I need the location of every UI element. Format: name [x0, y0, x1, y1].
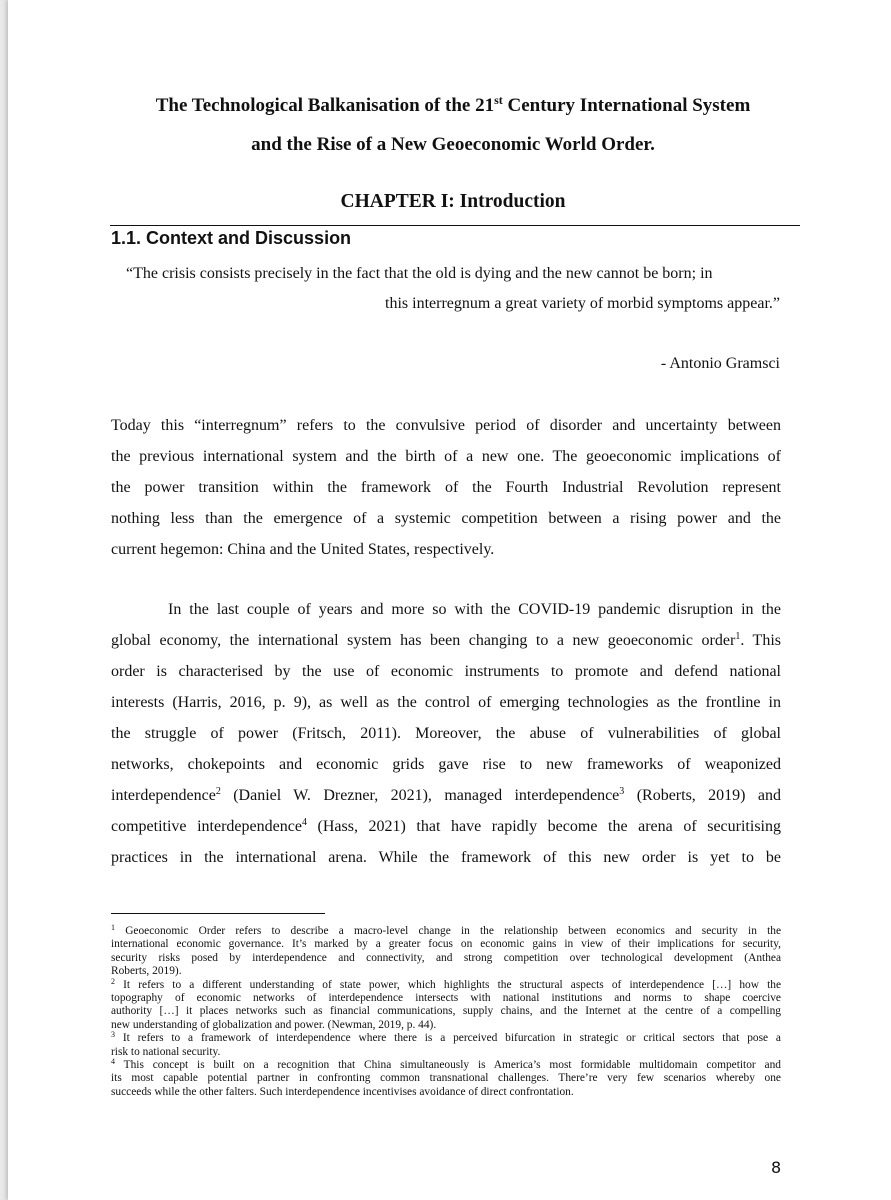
paragraph-2-line: the struggle of power (Fritsch, 2011). Moreover, the abuse of vulnerabilities of global: [111, 725, 781, 742]
paragraph-2-line: global economy, the international system has been changing to a new geoeconomic order$^1$. This: [111, 631, 782, 649]
footnote-1-line: $^1$ Geoeconomic Order refers to describe a macro-level change in the relationship between economics and security in the: [111, 923, 781, 937]
footnote-ref[interactable]: 3: [619, 786, 625, 797]
paragraph-2-line: interests (Harris, 2016, p. 9), as well as the control of emerging technologies as the frontline in: [111, 694, 781, 711]
footnote-separator: [111, 913, 325, 914]
chapter-heading: CHAPTER I: Introduction: [340, 191, 566, 212]
footnote-ref[interactable]: 4: [301, 817, 307, 828]
section-heading: 1.1. Context and Discussion: [111, 228, 352, 248]
footnote-1-line: security risks posed by interdependence and connectivity, and strong competition over technological development (Anthea: [111, 951, 781, 964]
footnote-2-line: $^2$ It refers to a different understanding of state power, which highlights the structural aspects of interdependence […] how the: [111, 976, 781, 991]
paragraph-2-line: networks, chokepoints and economic grids gave rise to new frameworks of weaponized: [111, 756, 781, 773]
paragraph-1-line: nothing less than the emergence of a systemic competition between a rising power and the: [111, 510, 781, 527]
paragraph-2-line: interdependence$^2$ (Daniel W. Drezner, 2021), managed interdependence$^3$ (Roberts, 2019) and: [111, 786, 782, 804]
footnote-4-line: succeeds while the other falters. Such interdependence incentivises avoidance of direct confrontation.: [111, 1085, 574, 1098]
footnote-2-line: topography of economic networks of interdependence intersects with national institutions and norms to shape coercive: [111, 992, 781, 1004]
title-line-2: and the Rise of a New Geoeconomic World Order.: [251, 134, 655, 155]
page-number: 8: [771, 1158, 782, 1177]
heading-rule: [110, 225, 800, 226]
paragraph-2-line: practices in the international arena. While the framework of this new order is yet to be: [111, 849, 781, 866]
epigraph-line-2: this interregnum a great variety of morbid symptoms appear.”: [385, 295, 780, 312]
footnote-ref[interactable]: 1: [735, 631, 741, 642]
footnote-4-line: its most capable potential partner in confronting common transnational challenges. There’re very few scenarios whereby one: [111, 1072, 781, 1085]
title-line-1: The Technological Balkanisation of the 21st Century International System: [155, 93, 751, 116]
footnote-ref[interactable]: 2: [215, 786, 221, 797]
footnote-3-line: $^3$ It refers to a framework of interdependence where there is a perceived bifurcation in strategic or critical sectors that pose a: [111, 1030, 781, 1045]
paragraph-1-line: the power transition within the framework of the Fourth Industrial Revolution represent: [111, 479, 781, 496]
paragraph-2-line: In the last couple of years and more so with the COVID-19 pandemic disruption in the: [168, 601, 781, 618]
footnote-1-line: Roberts, 2019).: [111, 965, 182, 978]
paragraph-1-line: the previous international system and the birth of a new one. The geoeconomic implications of: [111, 448, 781, 465]
footnote-4-line: $^4$ This concept is built on a recognition that China simultaneously is America’s most formidable multidomain competitor and: [111, 1057, 781, 1071]
paragraph-1-line: current hegemon: China and the United States, respectively.: [111, 541, 495, 558]
footnote-2-line: authority […] it places networks such as financial communications, supply chains, and the Internet at the centre of a compelling: [111, 1005, 781, 1018]
epigraph-author: - Antonio Gramsci: [660, 355, 780, 372]
footnote-2-line: new understanding of globalization and power. (Newman, 2019, p. 44).: [111, 1018, 437, 1031]
epigraph-line-1: “The crisis consists precisely in the fact that the old is dying and the new cannot be born; in: [126, 265, 713, 282]
paragraph-2-line: order is characterised by the use of economic instruments to promote and defend national: [111, 663, 781, 680]
paragraph-1-line: Today this “interregnum” refers to the convulsive period of disorder and uncertainty between: [111, 417, 781, 434]
footnote-1-line: international economic governance. It’s marked by a greater focus on economic gains in view of their implications for security,: [111, 938, 781, 951]
document-title: [88, 86, 818, 164]
document-page: [8, 0, 891, 1200]
paragraph-2-line: competitive interdependence$^4$ (Hass, 2021) that have rapidly become the arena of securitising: [111, 817, 781, 835]
footnote-3-line: risk to national security.: [111, 1045, 221, 1058]
